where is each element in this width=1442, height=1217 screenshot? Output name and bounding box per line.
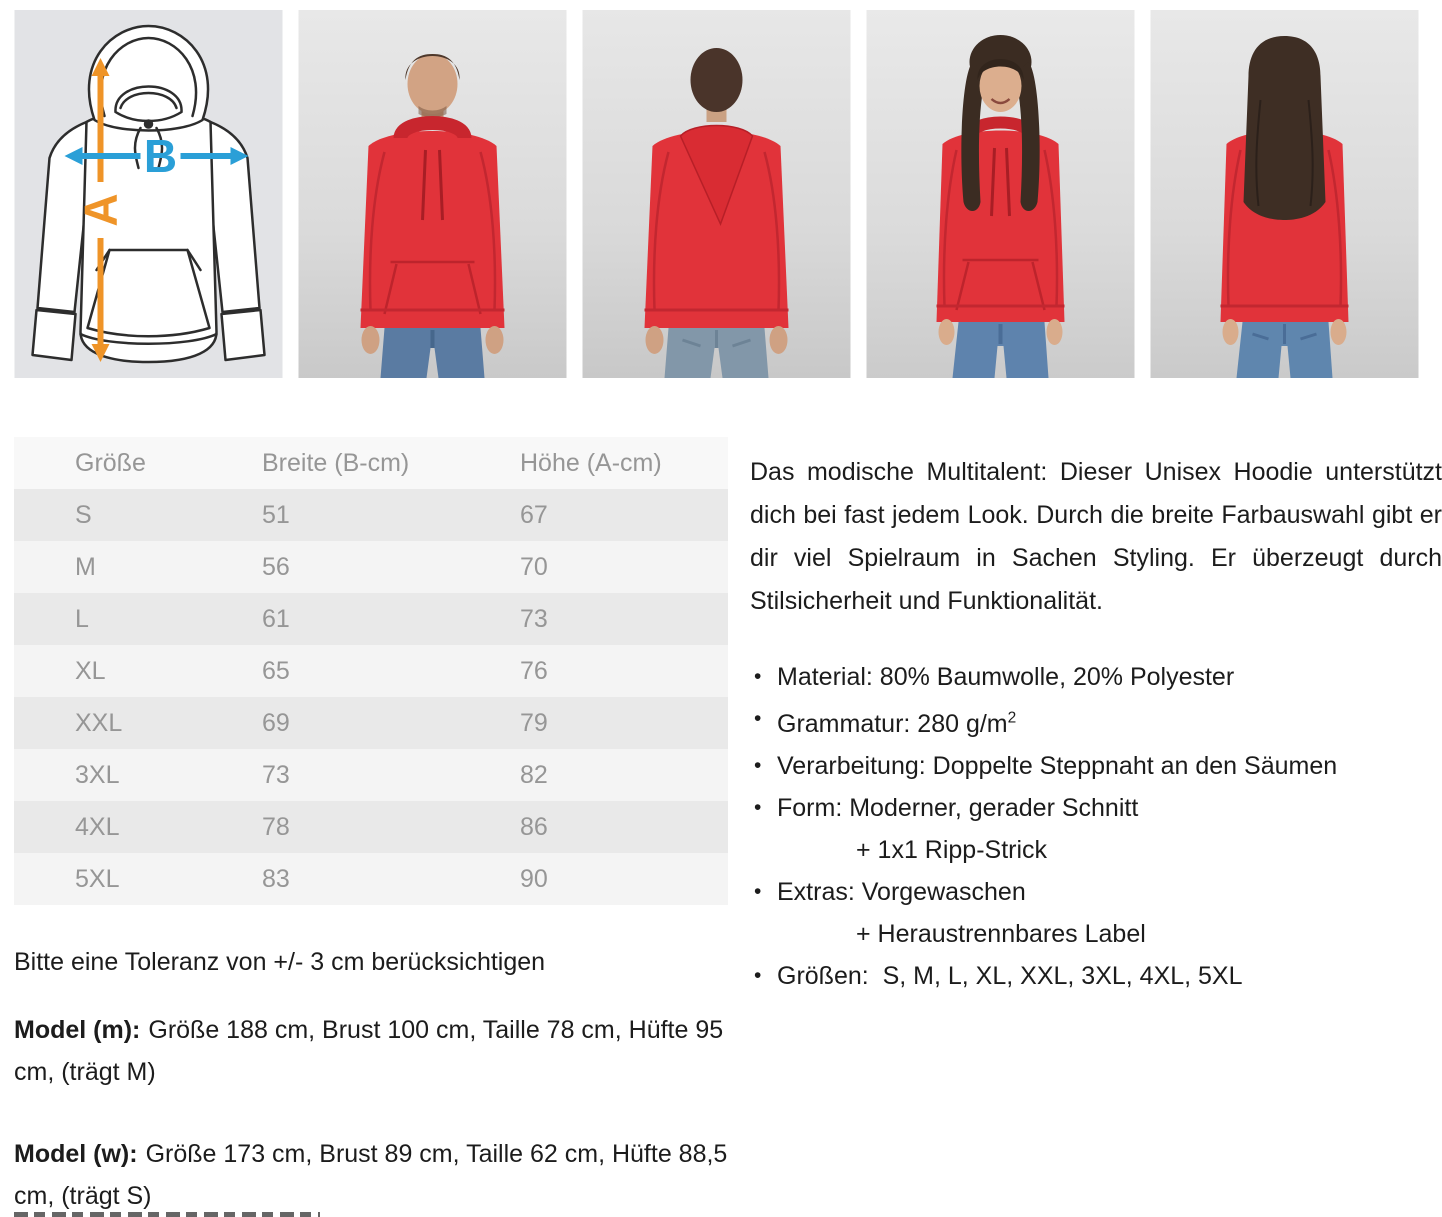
model-m-label: Model (m): bbox=[14, 1016, 141, 1044]
column-header: Größe bbox=[75, 448, 146, 477]
table-cell: 61 bbox=[262, 604, 290, 633]
feature-text: Material: 80% Baumwolle, 20% Polyester bbox=[777, 663, 1235, 691]
photo-male-front bbox=[298, 10, 567, 378]
feature-subline: + 1x1 Ripp-Strick bbox=[856, 836, 1048, 865]
table-row bbox=[14, 593, 728, 645]
feature-item bbox=[750, 656, 1442, 698]
hoodie-measure-diagram bbox=[14, 10, 283, 378]
female-front-image bbox=[866, 10, 1135, 378]
table-row bbox=[14, 541, 728, 593]
table-cell: 69 bbox=[262, 708, 290, 737]
cropped-text-remnant bbox=[14, 1212, 320, 1217]
measure-label-b: B bbox=[143, 130, 178, 182]
measure-label-a: A bbox=[74, 193, 127, 227]
table-row bbox=[14, 645, 728, 697]
size-table-body bbox=[14, 489, 728, 905]
feature-list bbox=[750, 656, 1442, 997]
model-m-note bbox=[14, 1009, 728, 1093]
table-cell: 67 bbox=[520, 500, 548, 529]
table-cell: XXL bbox=[75, 708, 123, 737]
description-column bbox=[750, 437, 1442, 997]
table-cell: M bbox=[75, 552, 96, 581]
feature-subline: + Heraustrennbares Label bbox=[856, 920, 1146, 949]
feature-item bbox=[750, 955, 1442, 997]
table-cell: 82 bbox=[520, 760, 548, 789]
table-cell: 65 bbox=[262, 656, 290, 685]
feature-item bbox=[750, 698, 1442, 745]
size-table-header-row bbox=[14, 437, 728, 489]
model-m-text: Größe 188 cm, Brust 100 cm, Taille 78 cm, Hüfte 95 cm, (trägt M) bbox=[14, 1016, 724, 1086]
table-cell: 83 bbox=[262, 864, 290, 893]
feature-text: Extras: Vorgewaschen bbox=[777, 878, 1026, 907]
table-cell: 4XL bbox=[75, 812, 120, 841]
male-front-image bbox=[298, 10, 567, 378]
table-cell: 56 bbox=[262, 552, 290, 581]
feature-text: Form: Moderner, gerader Schnitt bbox=[777, 794, 1139, 823]
product-image-gallery bbox=[0, 0, 1442, 378]
photo-female-back bbox=[1150, 10, 1419, 378]
table-row bbox=[14, 853, 728, 905]
table-cell: 86 bbox=[520, 812, 548, 841]
table-cell: 51 bbox=[262, 500, 290, 529]
table-row bbox=[14, 697, 728, 749]
photo-male-back bbox=[582, 10, 851, 378]
table-cell: 90 bbox=[520, 864, 548, 893]
feature-text: Größen: S, M, L, XL, XXL, 3XL, 4XL, 5XL bbox=[777, 962, 1243, 991]
product-details bbox=[0, 437, 1442, 1217]
table-row bbox=[14, 801, 728, 853]
feature-item bbox=[750, 787, 1442, 871]
table-cell: 73 bbox=[262, 760, 290, 789]
size-info-column bbox=[14, 437, 728, 1217]
feature-item bbox=[750, 745, 1442, 787]
feature-text: Grammatur: 280 $g/m^2$ bbox=[777, 710, 1017, 739]
table-cell: 5XL bbox=[75, 864, 120, 893]
table-cell: 3XL bbox=[75, 760, 120, 789]
female-back-image bbox=[1150, 10, 1419, 378]
feature-text: Verarbeitung: Doppelte Steppnaht an den Säumen bbox=[777, 752, 1338, 781]
table-row bbox=[14, 489, 728, 541]
male-back-image bbox=[582, 10, 851, 378]
table-cell: XL bbox=[75, 656, 106, 685]
photo-female-front bbox=[866, 10, 1135, 378]
column-header: Höhe (A-cm) bbox=[520, 448, 662, 477]
product-description: Das modische Multitalent: Dieser Unisex Hoodie unterstützt dich bei fast jedem Look. Durch die breite Farbauswahl gibt er dir viel Spielraum in Sachen Styling. Er überzeugt durch Stilsicherheit und Funktionalität. bbox=[750, 458, 1442, 615]
table-cell: L bbox=[75, 604, 89, 633]
feature-item bbox=[750, 871, 1442, 955]
tolerance-note: Bitte eine Toleranz von +/- 3 cm berücksichtigen bbox=[14, 948, 546, 976]
model-w-text: Größe 173 cm, Brust 89 cm, Taille 62 cm, Hüfte 88,5 cm, (trägt S) bbox=[14, 1140, 728, 1210]
model-w-note bbox=[14, 1133, 728, 1217]
table-row bbox=[14, 749, 728, 801]
column-header: Breite (B-cm) bbox=[262, 448, 410, 477]
table-cell: 79 bbox=[520, 708, 548, 737]
size-diagram-panel bbox=[14, 10, 283, 378]
table-cell: 78 bbox=[262, 812, 290, 841]
table-cell: 73 bbox=[520, 604, 548, 633]
size-table bbox=[14, 437, 728, 905]
table-cell: S bbox=[75, 500, 92, 529]
table-cell: 76 bbox=[520, 656, 548, 685]
table-cell: 70 bbox=[520, 552, 548, 581]
model-w-label: Model (w): bbox=[14, 1140, 138, 1168]
